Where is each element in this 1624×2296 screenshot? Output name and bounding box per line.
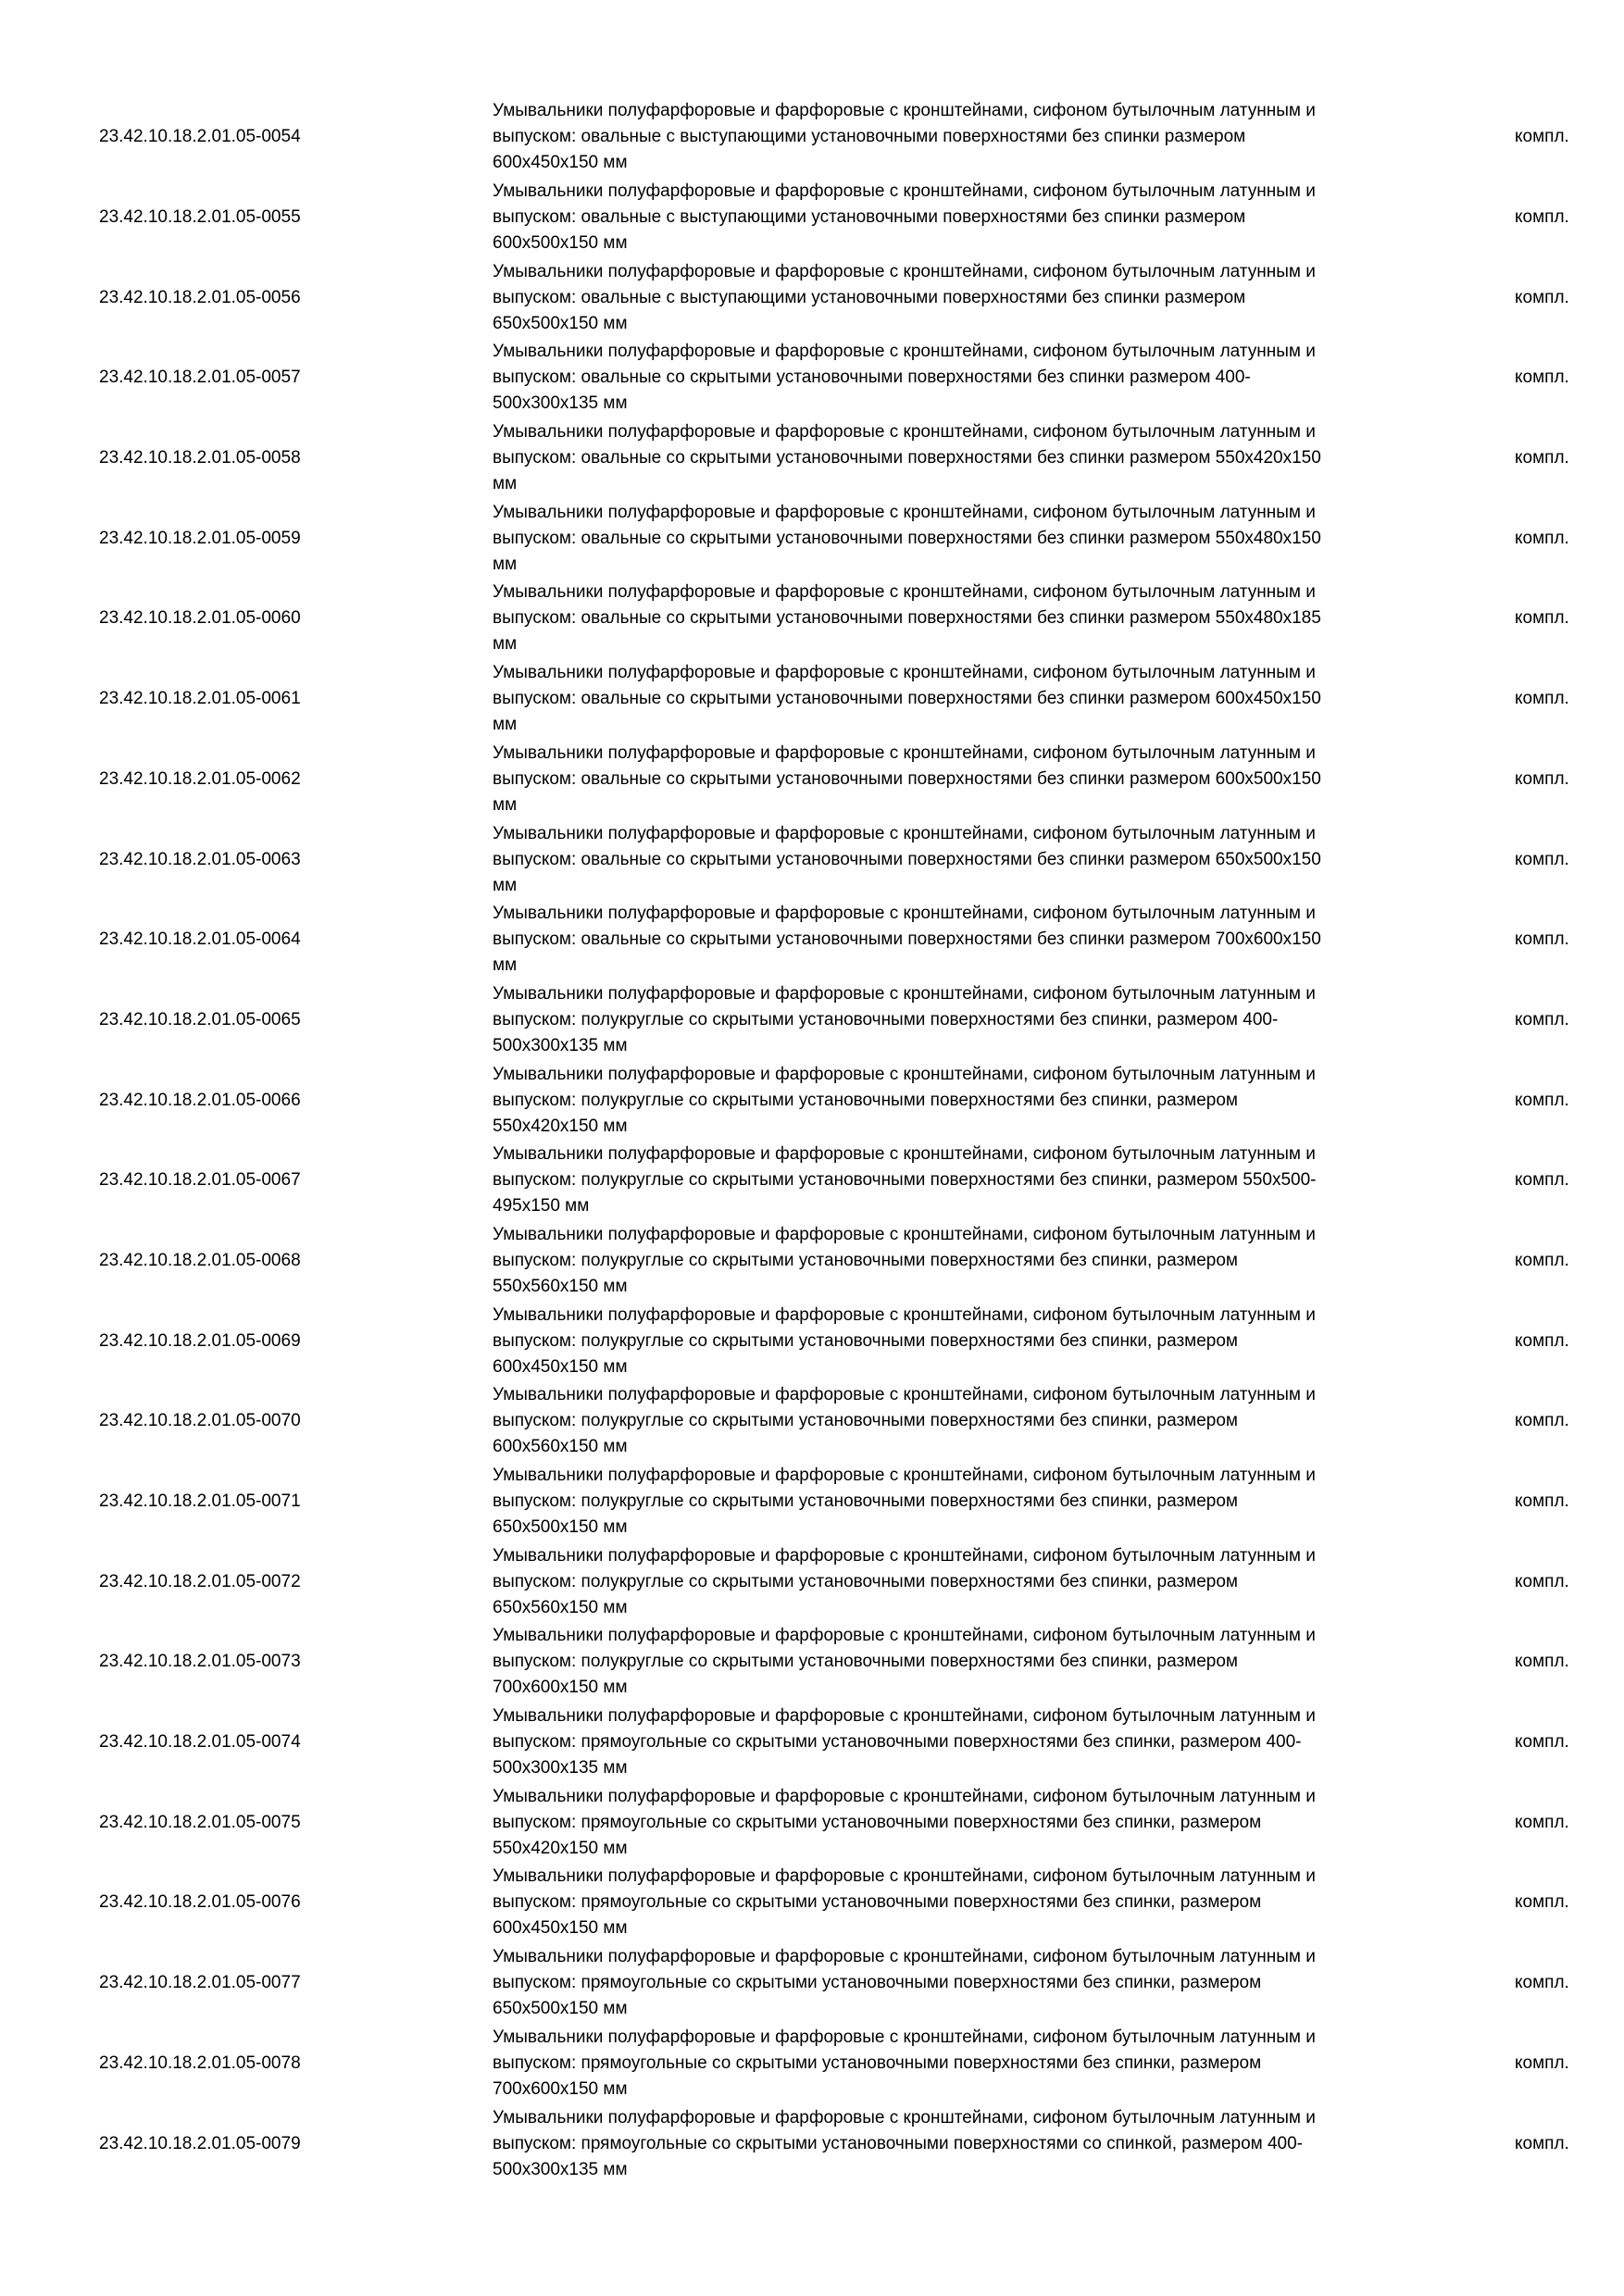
table-row <box>0 2024 1624 2104</box>
table-row <box>0 1221 1624 1302</box>
unit-of-measure: компл. <box>1515 1250 1569 1270</box>
resource-code: 23.42.10.18.2.01.05-0062 <box>99 768 301 789</box>
table-row <box>0 257 1624 338</box>
resource-code: 23.42.10.18.2.01.05-0054 <box>99 127 301 147</box>
resource-description <box>493 178 1465 258</box>
description-text <box>493 901 1321 979</box>
resource-description <box>493 1782 1465 1863</box>
description-line: мм <box>493 554 518 574</box>
unit-of-measure: компл. <box>1515 1491 1569 1512</box>
description-line: 650x560x150 мм <box>493 1597 628 1617</box>
description-line: выпуском: овальные со скрытыми установочными поверхностями без спинки размером 700x600x150 <box>493 930 1321 950</box>
table-row <box>0 2103 1624 2184</box>
description-line: Умывальники полуфарфоровые и фарфоровые с кронштейнами, сифоном бутылочным латунным и <box>493 1224 1316 1244</box>
description-line: мм <box>493 474 518 494</box>
table-row <box>0 1943 1624 2024</box>
resource-code: 23.42.10.18.2.01.05-0055 <box>99 207 301 228</box>
resource-code: 23.42.10.18.2.01.05-0072 <box>99 1571 301 1591</box>
resource-code: 23.42.10.18.2.01.05-0056 <box>99 287 301 307</box>
description-line: выпуском: полукруглые со скрытыми установочными поверхностями без спинки, размером <box>493 1250 1238 1270</box>
resource-description <box>493 1301 1465 1381</box>
resource-description <box>493 1381 1465 1462</box>
description-line: выпуском: прямоугольные со скрытыми установочными поверхностями со спинкой, размером 400- <box>493 2133 1304 2153</box>
table-row <box>0 1141 1624 1221</box>
description-line: Умывальники полуфарфоровые и фарфоровые с кронштейнами, сифоном бутылочным латунным и <box>493 1706 1316 1727</box>
resource-description <box>493 1541 1465 1622</box>
description-line: Умывальники полуфарфоровые и фарфоровые с кронштейнами, сифоном бутылочным латунным и <box>493 101 1316 121</box>
resource-code: 23.42.10.18.2.01.05-0068 <box>99 1250 301 1270</box>
description-text <box>493 1784 1316 1862</box>
description-line: 500x300x135 мм <box>493 1035 628 1055</box>
resource-description <box>493 659 1465 740</box>
description-line: выпуском: полукруглые со скрытыми установочными поверхностями без спинки, размером 550x500- <box>493 1170 1317 1191</box>
description-line: выпуском: овальные со скрытыми установочными поверхностями без спинки размером 550x480x185 <box>493 608 1321 629</box>
resource-code: 23.42.10.18.2.01.05-0060 <box>99 608 301 629</box>
description-line: выпуском: прямоугольные со скрытыми установочными поверхностями без спинки, размером <box>493 1812 1262 1832</box>
description-line: выпуском: прямоугольные со скрытыми установочными поверхностями без спинки, размером <box>493 2053 1262 2073</box>
description-line: выпуском: овальные со скрытыми установочными поверхностями без спинки размером 600x450x150 <box>493 689 1321 709</box>
table-row <box>0 1782 1624 1863</box>
description-line: мм <box>493 634 518 655</box>
description-line: выпуском: прямоугольные со скрытыми установочными поверхностями без спинки, размером <box>493 1892 1262 1913</box>
description-line: 700x600x150 мм <box>493 1678 628 1698</box>
resource-code: 23.42.10.18.2.01.05-0079 <box>99 2133 301 2153</box>
description-text <box>493 419 1321 497</box>
description-line: Умывальники полуфарфоровые и фарфоровые с кронштейнами, сифоном бутылочным латунным и <box>493 2027 1316 2047</box>
description-text <box>493 1463 1316 1541</box>
resource-description <box>493 819 1465 900</box>
description-line: выпуском: полукруглые со скрытыми установочными поверхностями без спинки, размером <box>493 1090 1238 1110</box>
description-line: выпуском: овальные со скрытыми установочными поверхностями без спинки размером 550x420x150 <box>493 448 1321 468</box>
description-line: Умывальники полуфарфоровые и фарфоровые с кронштейнами, сифоном бутылочным латунным и <box>493 1545 1316 1566</box>
unit-of-measure: компл. <box>1515 1170 1569 1191</box>
table-row <box>0 418 1624 499</box>
unit-of-measure: компл. <box>1515 1652 1569 1672</box>
resource-code: 23.42.10.18.2.01.05-0067 <box>99 1170 301 1191</box>
table-row <box>0 1703 1624 1783</box>
description-line: Умывальники полуфарфоровые и фарфоровые с кронштейнами, сифоном бутылочным латунным и <box>493 1786 1316 1806</box>
description-line: Умывальники полуфарфоровые и фарфоровые с кронштейнами, сифоном бутылочным латунным и <box>493 1466 1316 1486</box>
description-line: Умывальники полуфарфоровые и фарфоровые с кронштейнами, сифоном бутылочным латунным и <box>493 261 1316 281</box>
resource-description <box>493 1221 1465 1302</box>
description-line: 600x450x150 мм <box>493 1356 628 1377</box>
description-line: Умывальники полуфарфоровые и фарфоровые с кронштейнами, сифоном бутылочным латунным и <box>493 422 1316 443</box>
description-line: выпуском: полукруглые со скрытыми установочными поверхностями без спинки, размером 400- <box>493 1009 1279 1029</box>
description-text <box>493 1543 1316 1621</box>
unit-of-measure: компл. <box>1515 1812 1569 1832</box>
resource-code: 23.42.10.18.2.01.05-0059 <box>99 528 301 548</box>
unit-of-measure: компл. <box>1515 1411 1569 1431</box>
resource-description <box>493 2103 1465 2184</box>
table-row <box>0 740 1624 820</box>
table-row <box>0 178 1624 258</box>
resource-code: 23.42.10.18.2.01.05-0073 <box>99 1652 301 1672</box>
resource-code: 23.42.10.18.2.01.05-0077 <box>99 1973 301 1993</box>
resource-code: 23.42.10.18.2.01.05-0074 <box>99 1732 301 1753</box>
table-row <box>0 1541 1624 1622</box>
description-line: 550x420x150 мм <box>493 1838 628 1858</box>
resource-code: 23.42.10.18.2.01.05-0057 <box>99 368 301 388</box>
description-line: Умывальники полуфарфоровые и фарфоровые с кронштейнами, сифоном бутылочным латунным и <box>493 1144 1316 1165</box>
description-text <box>493 179 1316 256</box>
description-text <box>493 2105 1316 2183</box>
resource-code: 23.42.10.18.2.01.05-0063 <box>99 849 301 869</box>
description-line: Умывальники полуфарфоровые и фарфоровые с кронштейнами, сифоном бутылочным латунным и <box>493 502 1316 522</box>
unit-of-measure: компл. <box>1515 448 1569 468</box>
description-line: 700x600x150 мм <box>493 2078 628 2099</box>
description-line: 600x560x150 мм <box>493 1437 628 1457</box>
resource-code: 23.42.10.18.2.01.05-0058 <box>99 448 301 468</box>
resource-description <box>493 579 1465 659</box>
description-text <box>493 1222 1316 1300</box>
description-text <box>493 660 1321 738</box>
resource-description <box>493 1943 1465 2024</box>
table-row <box>0 819 1624 900</box>
description-line: выпуском: овальные с выступающими установочными поверхностями без спинки размером <box>493 287 1246 307</box>
table-row <box>0 1381 1624 1462</box>
unit-of-measure: компл. <box>1515 127 1569 147</box>
resource-code: 23.42.10.18.2.01.05-0070 <box>99 1411 301 1431</box>
resource-description <box>493 2024 1465 2104</box>
resource-code: 23.42.10.18.2.01.05-0061 <box>99 689 301 709</box>
unit-of-measure: компл. <box>1515 2133 1569 2153</box>
resource-code: 23.42.10.18.2.01.05-0071 <box>99 1491 301 1512</box>
unit-of-measure: компл. <box>1515 930 1569 950</box>
resource-code: 23.42.10.18.2.01.05-0076 <box>99 1892 301 1913</box>
description-line: 550x560x150 мм <box>493 1276 628 1296</box>
resource-description <box>493 97 1465 178</box>
description-text <box>493 821 1321 899</box>
description-text <box>493 1382 1316 1460</box>
description-line: Умывальники полуфарфоровые и фарфоровые с кронштейнами, сифоном бутылочным латунным и <box>493 742 1316 763</box>
unit-of-measure: компл. <box>1515 368 1569 388</box>
table-row <box>0 1060 1624 1141</box>
description-line: Умывальники полуфарфоровые и фарфоровые с кронштейнами, сифоном бутылочным латунным и <box>493 1385 1316 1405</box>
table-row <box>0 338 1624 418</box>
table-row <box>0 579 1624 659</box>
description-line: 650x500x150 мм <box>493 313 628 333</box>
description-line: Умывальники полуфарфоровые и фарфоровые с кронштейнами, сифоном бутылочным латунным и <box>493 1947 1316 1967</box>
description-line: Умывальники полуфарфоровые и фарфоровые с кронштейнами, сифоном бутылочным латунным и <box>493 181 1316 202</box>
unit-of-measure: компл. <box>1515 1330 1569 1351</box>
description-line: выпуском: полукруглые со скрытыми установочными поверхностями без спинки, размером <box>493 1330 1238 1351</box>
resource-description <box>493 1462 1465 1542</box>
description-line: Умывальники полуфарфоровые и фарфоровые с кронштейнами, сифоном бутылочным латунным и <box>493 823 1316 843</box>
resource-description <box>493 1141 1465 1221</box>
description-line: мм <box>493 955 518 976</box>
unit-of-measure: компл. <box>1515 1732 1569 1753</box>
unit-of-measure: компл. <box>1515 1090 1569 1110</box>
description-text <box>493 98 1316 176</box>
document-table <box>0 97 1624 2184</box>
description-text <box>493 259 1316 337</box>
description-text <box>493 1062 1316 1140</box>
table-row <box>0 97 1624 178</box>
description-text <box>493 339 1316 417</box>
description-line: 600x450x150 мм <box>493 153 628 173</box>
resource-description <box>493 498 1465 579</box>
table-row <box>0 900 1624 980</box>
unit-of-measure: компл. <box>1515 1571 1569 1591</box>
resource-description <box>493 1622 1465 1703</box>
unit-of-measure: компл. <box>1515 207 1569 228</box>
resource-description <box>493 257 1465 338</box>
unit-of-measure: компл. <box>1515 287 1569 307</box>
description-line: выпуском: прямоугольные со скрытыми установочными поверхностями без спинки, размером <box>493 1973 1262 1993</box>
table-row <box>0 498 1624 579</box>
description-text <box>493 981 1316 1059</box>
description-line: Умывальники полуфарфоровые и фарфоровые с кронштейнами, сифоном бутылочным латунным и <box>493 1064 1316 1084</box>
description-line: выпуском: полукруглые со скрытыми установочными поверхностями без спинки, размером <box>493 1411 1238 1431</box>
resource-code: 23.42.10.18.2.01.05-0069 <box>99 1330 301 1351</box>
description-text <box>493 741 1321 818</box>
description-line: мм <box>493 715 518 735</box>
unit-of-measure: компл. <box>1515 689 1569 709</box>
resource-code: 23.42.10.18.2.01.05-0078 <box>99 2053 301 2073</box>
description-text <box>493 500 1321 578</box>
description-line: 500x300x135 мм <box>493 393 628 414</box>
description-line: Умывальники полуфарфоровые и фарфоровые с кронштейнами, сифоном бутылочным латунным и <box>493 2107 1316 2128</box>
description-line: выпуском: прямоугольные со скрытыми установочными поверхностями без спинки, размером 400- <box>493 1732 1302 1753</box>
unit-of-measure: компл. <box>1515 1009 1569 1029</box>
description-text <box>493 1944 1316 2022</box>
description-text <box>493 1142 1316 1219</box>
description-text <box>493 1623 1316 1701</box>
table-row <box>0 1462 1624 1542</box>
table-row <box>0 659 1624 740</box>
resource-description <box>493 1060 1465 1141</box>
unit-of-measure: компл. <box>1515 608 1569 629</box>
description-line: Умывальники полуфарфоровые и фарфоровые с кронштейнами, сифоном бутылочным латунным и <box>493 663 1316 683</box>
description-line: выпуском: полукруглые со скрытыми установочными поверхностями без спинки, размером <box>493 1491 1238 1512</box>
description-line: 495x150 мм <box>493 1196 590 1217</box>
description-line: Умывальники полуфарфоровые и фарфоровые с кронштейнами, сифоном бутылочным латунным и <box>493 904 1316 924</box>
unit-of-measure: компл. <box>1515 768 1569 789</box>
resource-description <box>493 740 1465 820</box>
unit-of-measure: компл. <box>1515 849 1569 869</box>
description-text <box>493 1864 1316 1941</box>
unit-of-measure: компл. <box>1515 1973 1569 1993</box>
description-line: Умывальники полуфарфоровые и фарфоровые с кронштейнами, сифоном бутылочным латунным и <box>493 1626 1316 1646</box>
resource-description <box>493 1863 1465 1943</box>
resource-code: 23.42.10.18.2.01.05-0066 <box>99 1090 301 1110</box>
resource-code: 23.42.10.18.2.01.05-0064 <box>99 930 301 950</box>
resource-description <box>493 900 1465 980</box>
table-row <box>0 1863 1624 1943</box>
description-line: Умывальники полуфарфоровые и фарфоровые с кронштейнами, сифоном бутылочным латунным и <box>493 342 1316 362</box>
description-line: 500x300x135 мм <box>493 1758 628 1778</box>
table-row <box>0 1622 1624 1703</box>
description-line: Умывальники полуфарфоровые и фарфоровые с кронштейнами, сифоном бутылочным латунным и <box>493 1866 1316 1887</box>
description-text <box>493 1703 1316 1781</box>
description-text <box>493 580 1321 657</box>
table-row <box>0 1301 1624 1381</box>
description-line: Умывальники полуфарфоровые и фарфоровые с кронштейнами, сифоном бутылочным латунным и <box>493 1304 1316 1325</box>
unit-of-measure: компл. <box>1515 2053 1569 2073</box>
description-text <box>493 2025 1316 2103</box>
resource-description <box>493 418 1465 499</box>
table-row <box>0 980 1624 1061</box>
description-line: 550x420x150 мм <box>493 1116 628 1136</box>
description-line: выпуском: полукруглые со скрытыми установочными поверхностями без спинки, размером <box>493 1571 1238 1591</box>
unit-of-measure: компл. <box>1515 1892 1569 1913</box>
description-line: мм <box>493 875 518 895</box>
resource-description <box>493 338 1465 418</box>
resource-code: 23.42.10.18.2.01.05-0075 <box>99 1812 301 1832</box>
unit-of-measure: компл. <box>1515 528 1569 548</box>
description-line: выпуском: овальные со скрытыми установочными поверхностями без спинки размером 550x480x150 <box>493 528 1321 548</box>
description-line: выпуском: овальные с выступающими установочными поверхностями без спинки размером <box>493 127 1246 147</box>
description-line: 600x500x150 мм <box>493 233 628 254</box>
description-line: мм <box>493 794 518 815</box>
description-line: выпуском: овальные со скрытыми установочными поверхностями без спинки размером 650x500x150 <box>493 849 1321 869</box>
description-line: выпуском: овальные со скрытыми установочными поверхностями без спинки размером 400- <box>493 368 1251 388</box>
description-text <box>493 1303 1316 1380</box>
description-line: 600x450x150 мм <box>493 1918 628 1939</box>
description-line: 500x300x135 мм <box>493 2159 628 2179</box>
description-line: 650x500x150 мм <box>493 1999 628 2019</box>
description-line: 650x500x150 мм <box>493 1517 628 1538</box>
resource-description <box>493 1703 1465 1783</box>
description-line: выпуском: овальные со скрытыми установочными поверхностями без спинки размером 600x500x150 <box>493 768 1321 789</box>
description-line: выпуском: полукруглые со скрытыми установочными поверхностями без спинки, размером <box>493 1652 1238 1672</box>
resource-description <box>493 980 1465 1061</box>
description-line: Умывальники полуфарфоровые и фарфоровые с кронштейнами, сифоном бутылочным латунным и <box>493 582 1316 603</box>
description-line: выпуском: овальные с выступающими установочными поверхностями без спинки размером <box>493 207 1246 228</box>
description-line: Умывальники полуфарфоровые и фарфоровые с кронштейнами, сифоном бутылочным латунным и <box>493 983 1316 1004</box>
resource-code: 23.42.10.18.2.01.05-0065 <box>99 1009 301 1029</box>
